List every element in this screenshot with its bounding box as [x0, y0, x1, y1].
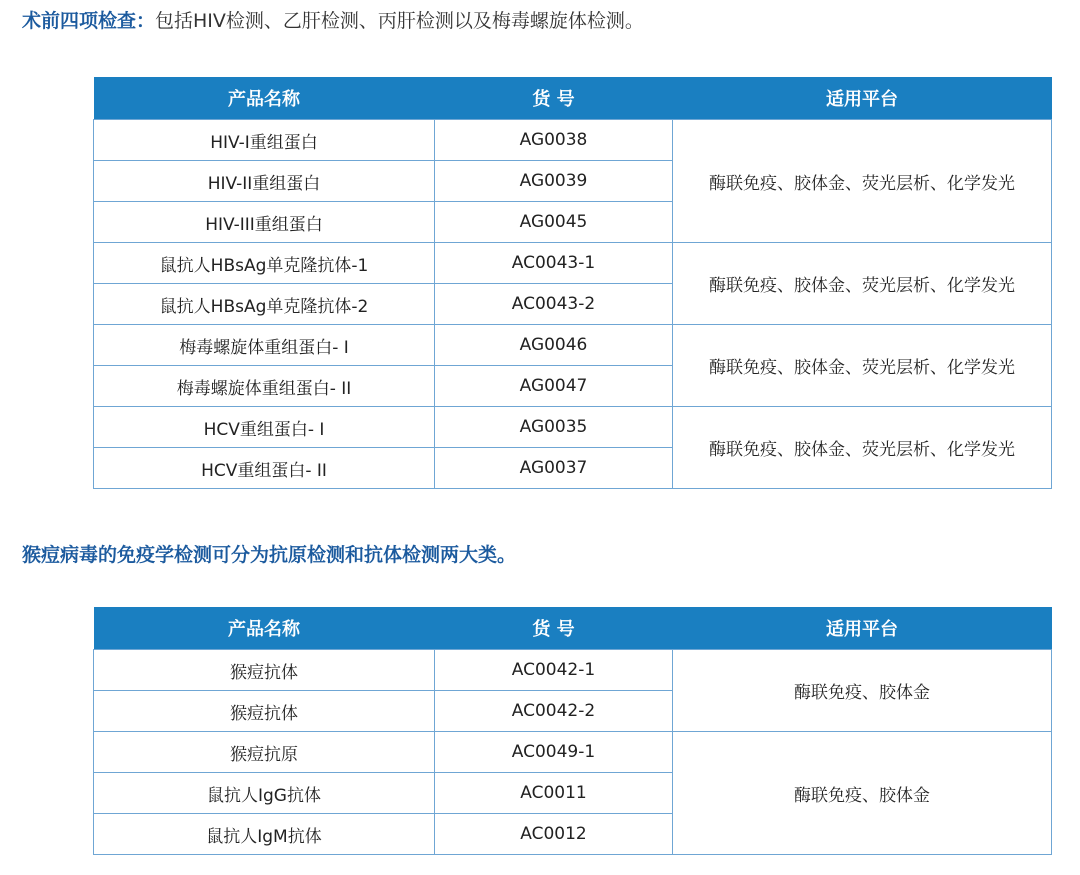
table-row — [94, 243, 1052, 284]
platform: 酶联免疫、胶体金 — [673, 650, 1052, 732]
table-row — [94, 407, 1052, 448]
product-name: 梅毒螺旋体重组蛋白- II — [94, 366, 435, 407]
product-name: HIV-III重组蛋白 — [94, 202, 435, 243]
header-item-code: 货 号 — [435, 77, 673, 120]
product-name: 鼠抗人HBsAg单克隆抗体-2 — [94, 284, 435, 325]
item-code: AC0012 — [435, 814, 673, 855]
product-name: 鼠抗人IgM抗体 — [94, 814, 435, 855]
platform: 酶联免疫、胶体金、荧光层析、化学发光 — [673, 120, 1052, 243]
table-row — [94, 325, 1052, 366]
preop-products-table — [93, 77, 1052, 489]
header-item-code: 货 号 — [435, 607, 673, 650]
item-code: AC0042-1 — [435, 650, 673, 691]
section2-heading-bold: 猴痘病毒的免疫学检测可分为抗原检测和抗体检测两大类。 — [22, 544, 517, 566]
platform: 酶联免疫、胶体金、荧光层析、化学发光 — [673, 325, 1052, 407]
product-name: 猴痘抗体 — [94, 650, 435, 691]
table-row — [94, 120, 1052, 161]
header-platform: 适用平台 — [673, 607, 1052, 650]
product-name: HIV-II重组蛋白 — [94, 161, 435, 202]
section2-heading — [22, 540, 516, 567]
product-name: 鼠抗人IgG抗体 — [94, 773, 435, 814]
item-code: AG0046 — [435, 325, 673, 366]
item-code: AG0037 — [435, 448, 673, 489]
item-code: AG0047 — [435, 366, 673, 407]
section1-heading-rest: 包括HIV检测、乙肝检测、丙肝检测以及梅毒螺旋体检测。 — [155, 10, 644, 32]
section1-heading-bold: 术前四项检查： — [22, 10, 156, 32]
monkeypox-products-table — [93, 607, 1052, 855]
item-code: AC0049-1 — [435, 732, 673, 773]
item-code: AG0038 — [435, 120, 673, 161]
item-code: AG0035 — [435, 407, 673, 448]
product-name: HCV重组蛋白- I — [94, 407, 435, 448]
product-name: 猴痘抗体 — [94, 691, 435, 732]
product-name: 梅毒螺旋体重组蛋白- I — [94, 325, 435, 366]
product-name: HIV-I重组蛋白 — [94, 120, 435, 161]
item-code: AC0043-2 — [435, 284, 673, 325]
item-code: AC0043-1 — [435, 243, 673, 284]
table-row — [94, 650, 1052, 691]
product-name: 鼠抗人HBsAg单克隆抗体-1 — [94, 243, 435, 284]
table-header-row — [94, 77, 1052, 120]
platform: 酶联免疫、胶体金 — [673, 732, 1052, 855]
header-platform: 适用平台 — [673, 77, 1052, 120]
table-header-row — [94, 607, 1052, 650]
header-product-name: 产品名称 — [94, 77, 435, 120]
section1-heading — [22, 6, 644, 33]
platform: 酶联免疫、胶体金、荧光层析、化学发光 — [673, 243, 1052, 325]
table-row — [94, 732, 1052, 773]
item-code: AC0042-2 — [435, 691, 673, 732]
header-product-name: 产品名称 — [94, 607, 435, 650]
item-code: AG0045 — [435, 202, 673, 243]
item-code: AC0011 — [435, 773, 673, 814]
product-name: 猴痘抗原 — [94, 732, 435, 773]
product-name: HCV重组蛋白- II — [94, 448, 435, 489]
platform: 酶联免疫、胶体金、荧光层析、化学发光 — [673, 407, 1052, 489]
item-code: AG0039 — [435, 161, 673, 202]
